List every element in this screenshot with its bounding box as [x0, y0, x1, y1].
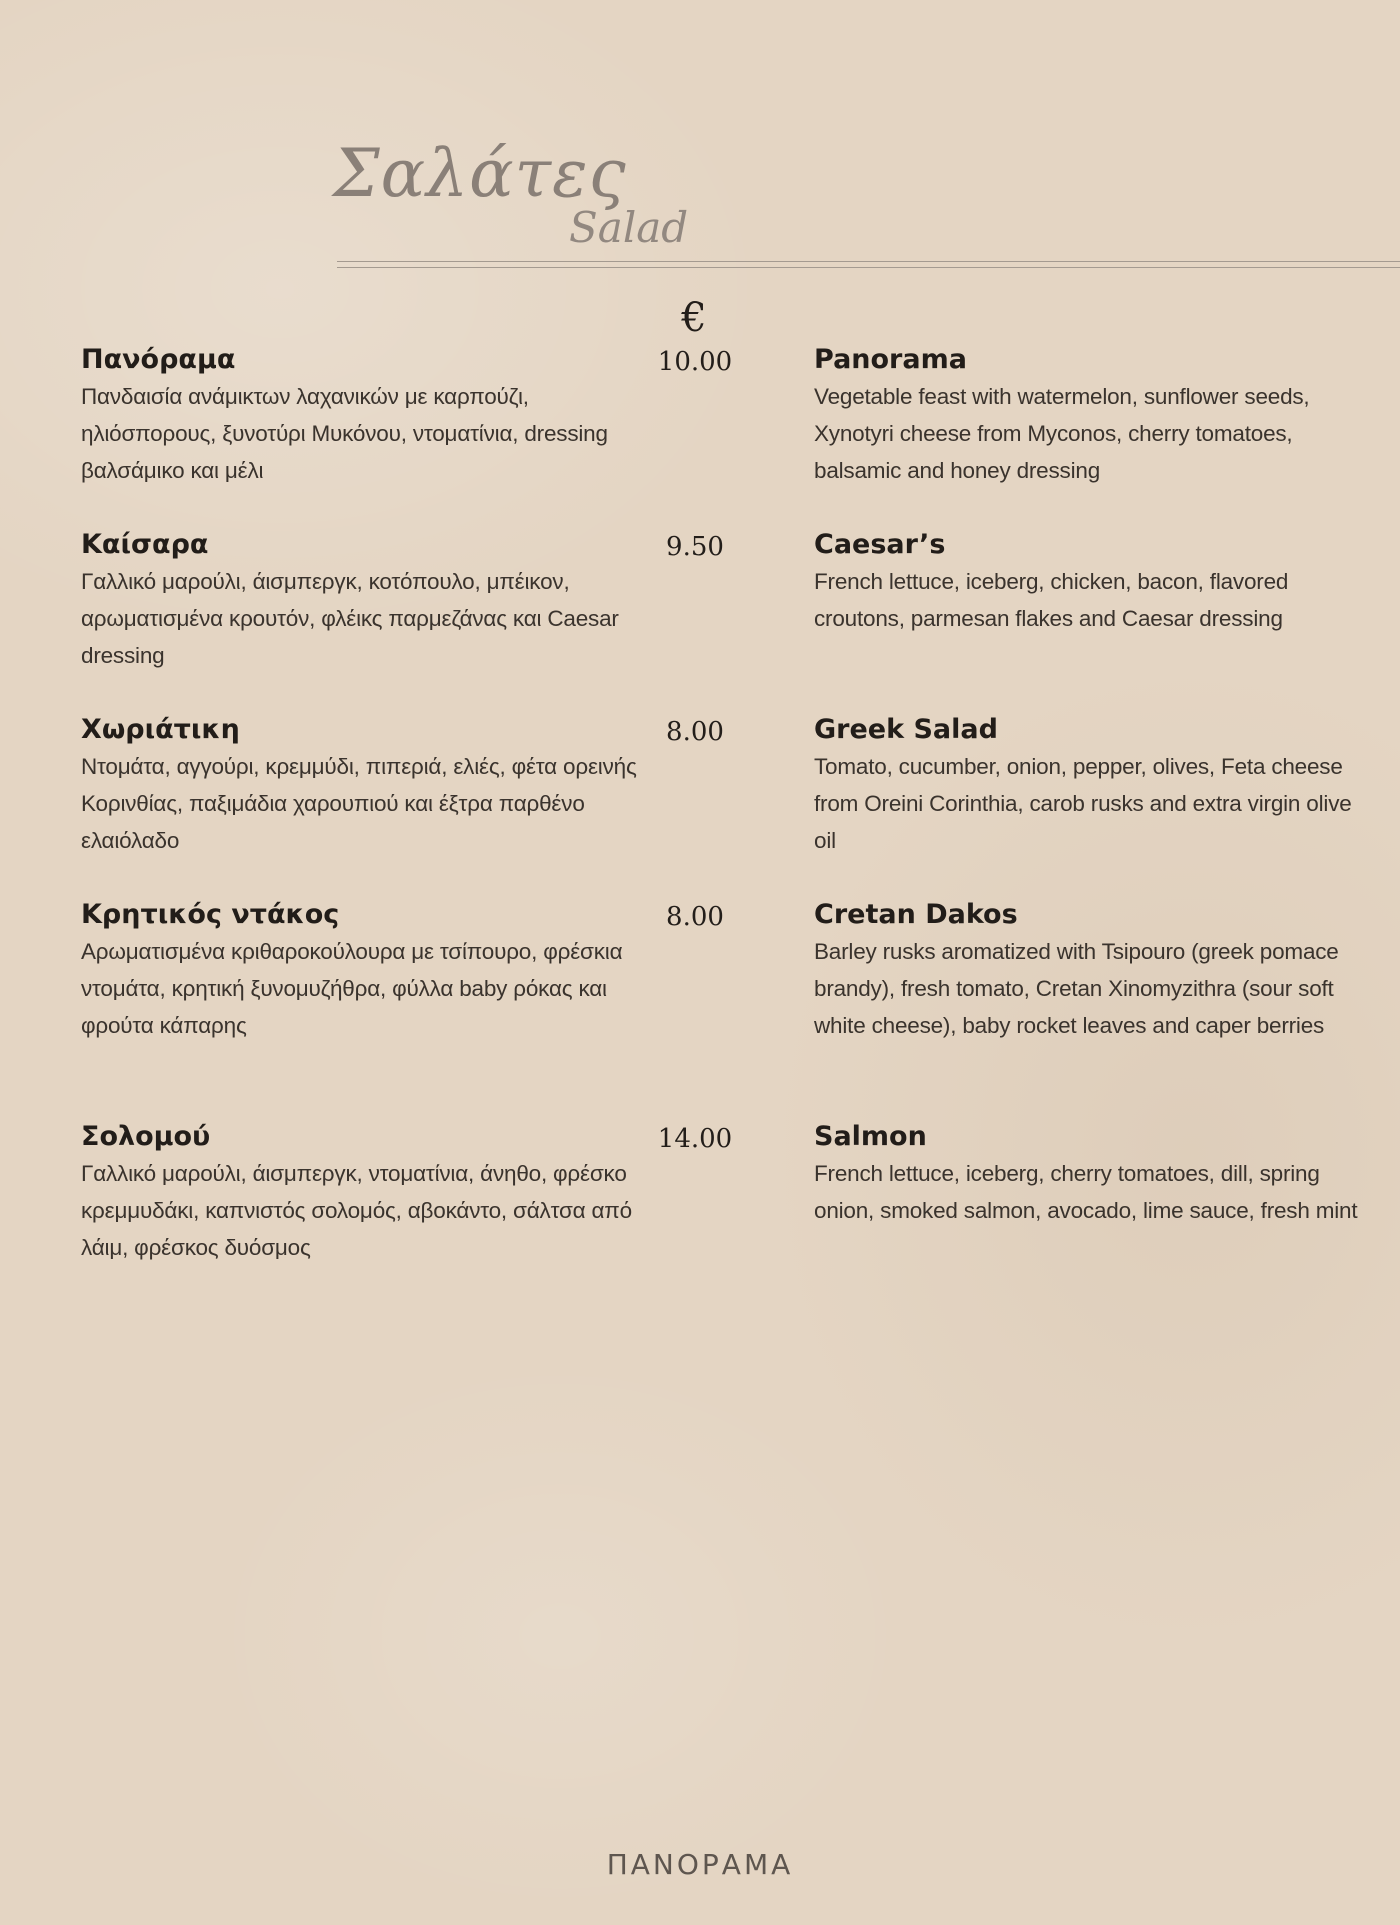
item-price: 8.00	[666, 717, 724, 747]
item-description-greek: Αρωματισμένα κριθαροκούλουρα με τσίπουρο, φρέσκια ντομάτα, κρητική ξυνομυζήθρα, φύλλα baby ρόκας και φρούτα κάπαρης	[81, 939, 623, 1038]
item-description-greek: Γαλλικό μαρούλι, άισμπεργκ, κοτόπουλο, μπέικον, αρωματισμένα κρουτόν, φλέικς παρμεζάνας και Caesar dressing	[81, 569, 619, 668]
item-price: 8.00	[666, 902, 724, 932]
item-english	[814, 527, 1374, 637]
item-price: 10.00	[657, 347, 733, 377]
item-name-english: Panorama	[814, 344, 967, 375]
item-price: 9.50	[666, 532, 724, 562]
title-greek: Σαλάτες	[333, 135, 627, 212]
item-greek	[81, 1119, 641, 1266]
item-description-english: Vegetable feast with watermelon, sunflower seeds, Xynotyri cheese from Myconos, cherry tomatoes, balsamic and honey dressing	[814, 384, 1310, 483]
title-divider-bottom	[337, 267, 1400, 268]
item-english	[814, 1119, 1374, 1229]
item-greek	[81, 527, 641, 674]
item-description-greek: Ντομάτα, αγγούρι, κρεμμύδι, πιπεριά, ελιές, φέτα ορεινής Κορινθίας, παξιμάδια χαρουπιού και έξτρα παρθένο ελαιόλαδο	[81, 754, 637, 853]
item-greek	[81, 897, 641, 1044]
item-name-greek: Καίσαρα	[81, 529, 209, 560]
item-description-greek: Γαλλικό μαρούλι, άισμπεργκ, ντοματίνια, άνηθο, φρέσκο κρεμμυδάκι, καπνιστός σολομός, αβοκάντο, σάλτσα από λάιμ, φρέσκος δυόσμος	[81, 1161, 632, 1260]
item-description-greek: Πανδαισία ανάμικτων λαχανικών με καρπούζι, ηλιόσπορους, ξυνοτύρι Μυκόνου, ντοματίνια, dressing βαλσάμικο και μέλι	[81, 384, 608, 483]
item-english	[814, 712, 1374, 859]
item-name-greek: Κρητικός ντάκος	[81, 899, 340, 930]
item-price: 14.00	[657, 1124, 733, 1154]
item-greek	[81, 342, 641, 489]
item-name-greek: Πανόραμα	[81, 344, 236, 375]
title-english: Salad	[569, 203, 689, 252]
item-description-english: Tomato, cucumber, onion, pepper, olives, Feta cheese from Oreini Corinthia, carob rusks and extra virgin olive oil	[814, 754, 1352, 853]
menu-title	[333, 135, 1400, 275]
currency-symbol: €	[681, 295, 707, 341]
item-description-english: French lettuce, iceberg, chicken, bacon, flavored croutons, parmesan flakes and Caesar dressing	[814, 569, 1289, 631]
item-name-english: Cretan Dakos	[814, 899, 1018, 930]
item-name-greek: Σολομού	[81, 1121, 211, 1152]
item-english	[814, 342, 1374, 489]
item-name-english: Caesar’s	[814, 529, 946, 560]
item-description-english: French lettuce, iceberg, cherry tomatoes, dill, spring onion, smoked salmon, avocado, lime sauce, fresh mint	[814, 1161, 1358, 1223]
footer-brand: ΠΑΝΟΡΑΜΑ	[606, 1848, 794, 1881]
item-name-english: Salmon	[814, 1121, 927, 1152]
item-description-english: Barley rusks aromatized with Tsipouro (greek pomace brandy), fresh tomato, Cretan Xinomyzithra (sour soft white cheese), baby rocket leaves and caper berries	[814, 939, 1339, 1038]
title-divider-top	[337, 261, 1400, 262]
item-english	[814, 897, 1374, 1044]
item-greek	[81, 712, 641, 859]
item-name-greek: Χωριάτικη	[81, 714, 240, 745]
item-name-english: Greek Salad	[814, 714, 998, 745]
